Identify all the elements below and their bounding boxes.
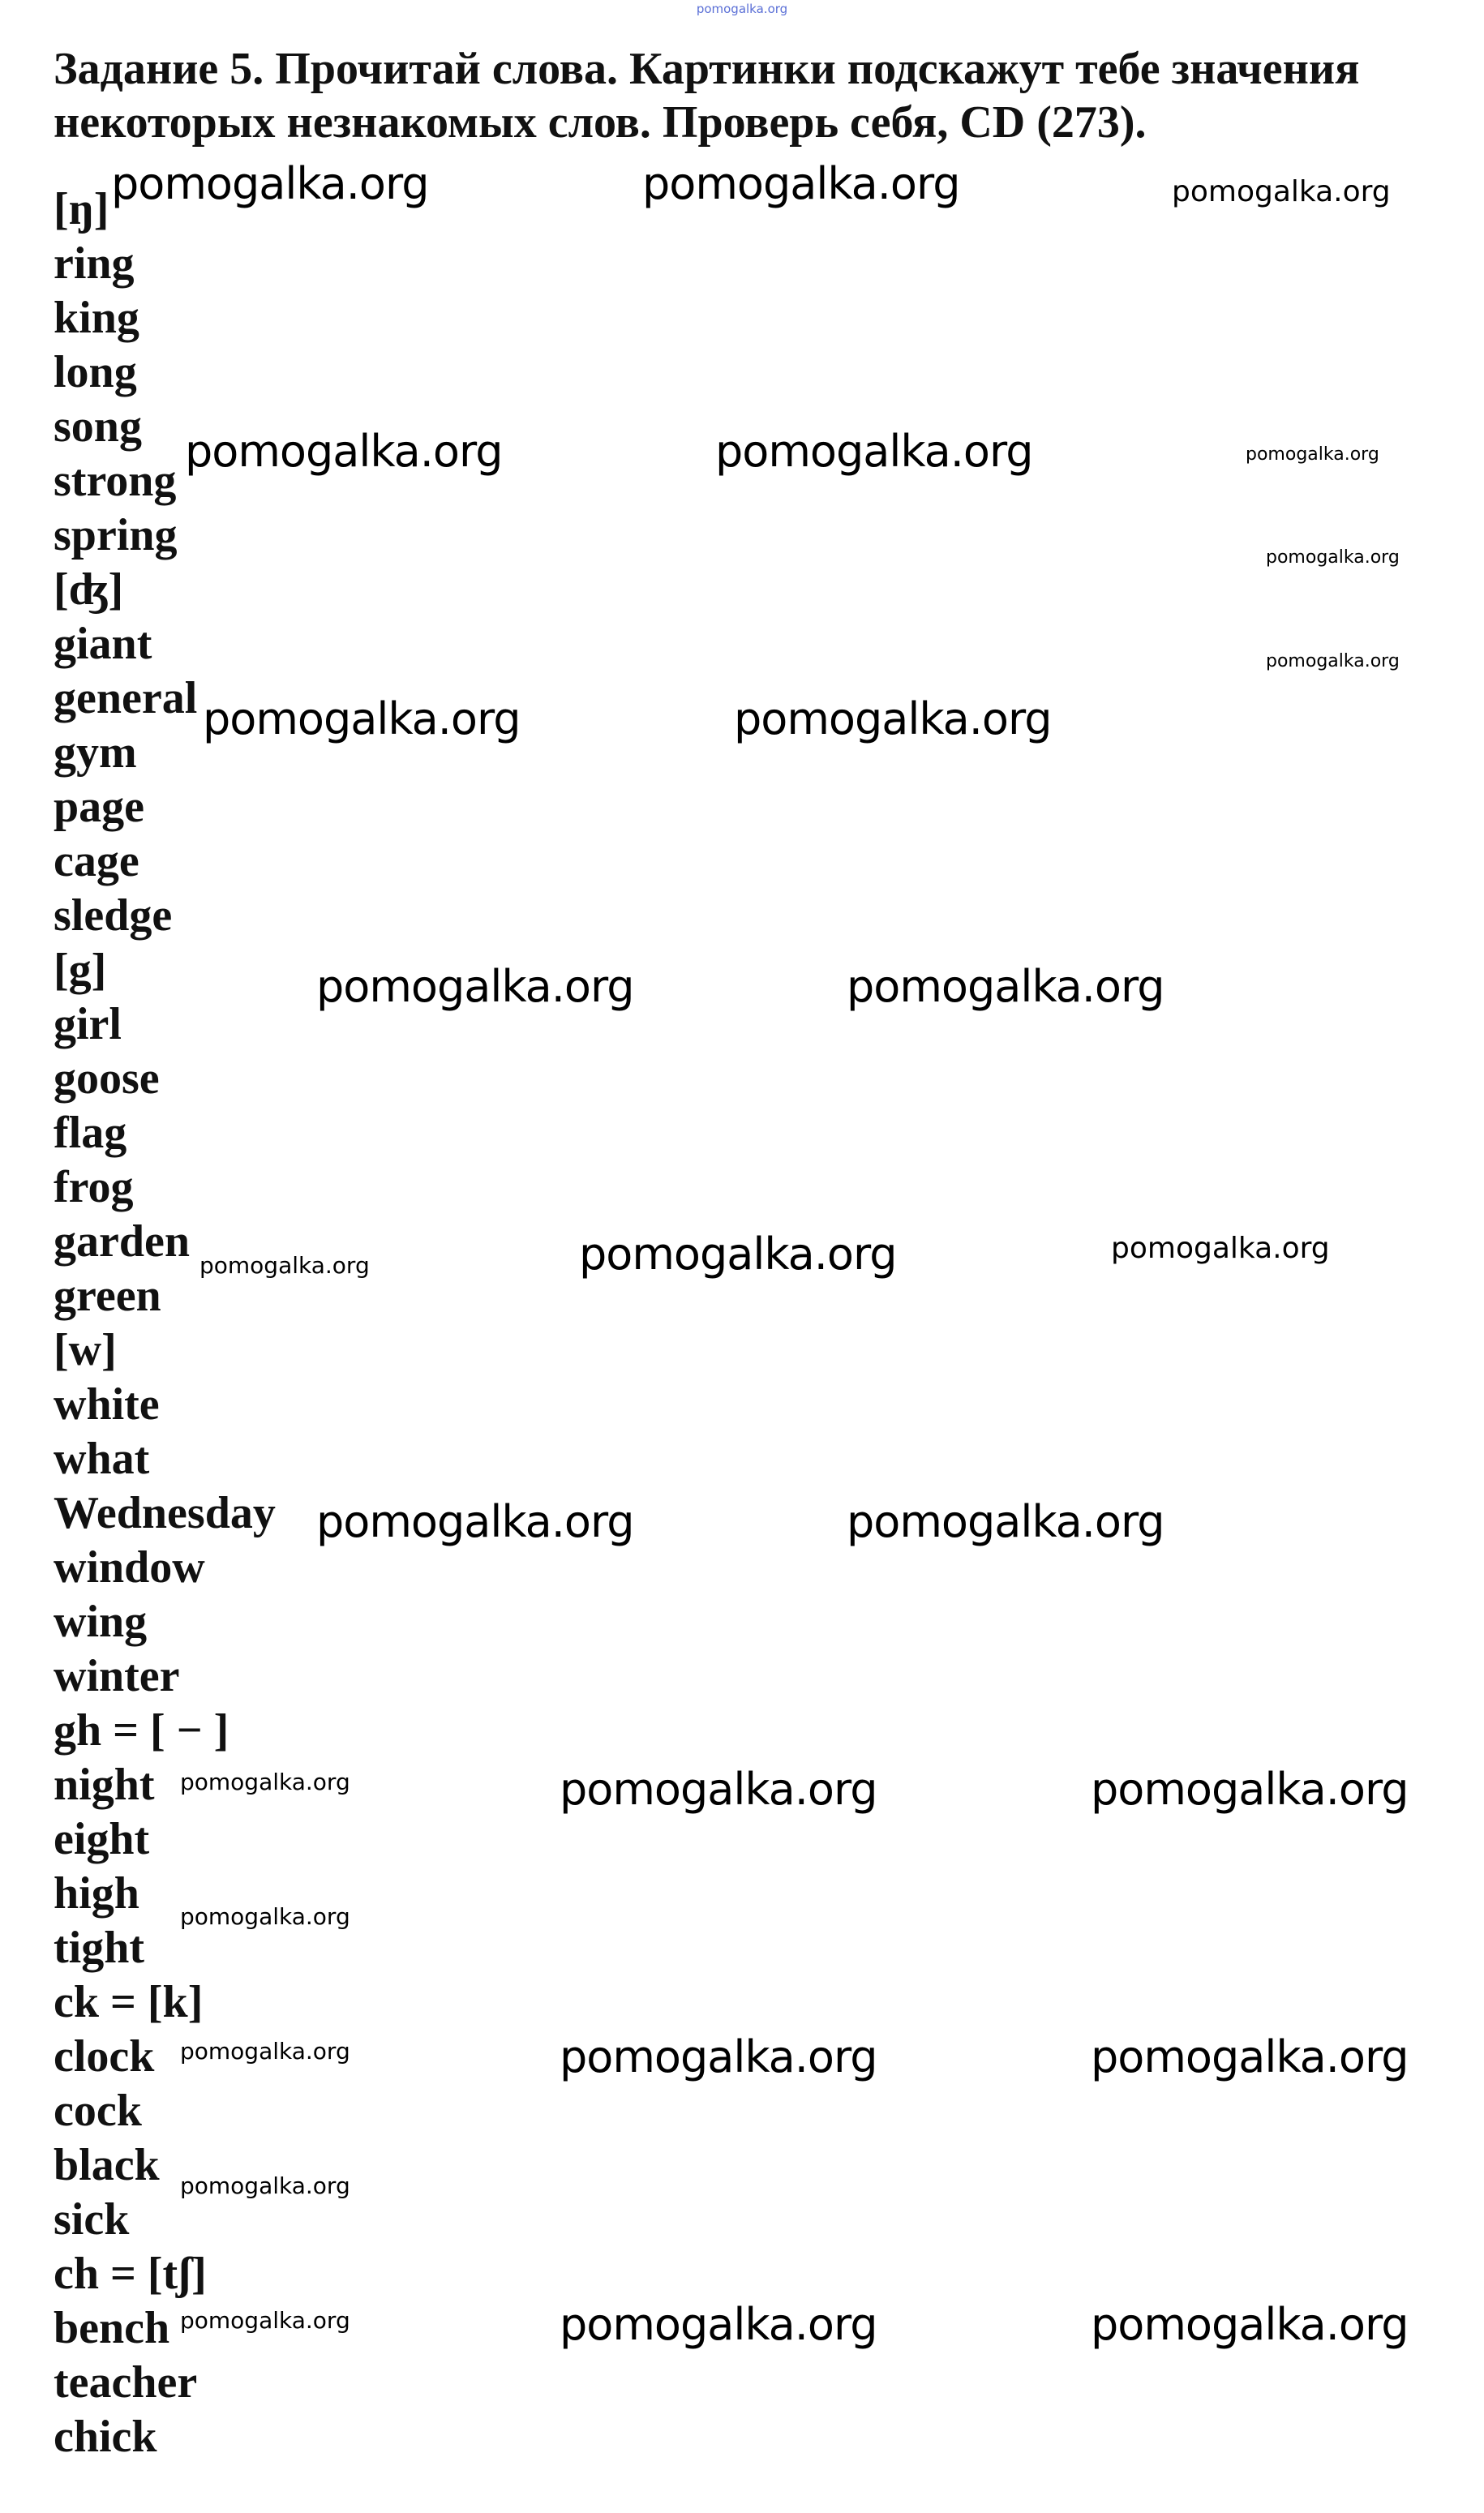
list-item: gym [54,727,137,778]
watermark: pomogalka.org [1111,1232,1330,1265]
list-item: [ŋ] [54,184,109,234]
list-item: chick [54,2412,157,2462]
list-item: high [54,1868,139,1919]
list-item: eight [54,1814,150,1864]
watermark: pomogalka.org [560,2031,877,2082]
watermark: pomogalka.org [1091,2299,1409,2350]
list-item: cock [54,2086,142,2136]
watermark: pomogalka.org [642,158,960,209]
watermark: pomogalka.org [1172,175,1391,208]
list-item: song [54,401,142,452]
list-item: spring [54,510,178,560]
watermark: pomogalka.org [734,693,1052,744]
watermark: pomogalka.org [180,1903,350,1930]
list-item: night [54,1760,155,1810]
watermark: pomogalka.org [847,961,1164,1012]
watermark: pomogalka.org [180,2172,350,2199]
watermark: pomogalka.org [1266,651,1400,671]
watermark: pomogalka.org [1091,1764,1409,1815]
watermark: pomogalka.org [1266,547,1400,568]
list-item: gh = [ − ] [54,1705,229,1756]
list-item: bench [54,2303,170,2353]
watermark: pomogalka.org [316,1496,634,1547]
list-item: ring [54,238,135,289]
watermark: pomogalka.org [203,693,521,744]
list-item: teacher [54,2357,198,2408]
list-item: wing [54,1597,148,1647]
list-item: page [54,782,144,832]
watermark: pomogalka.org [715,426,1033,477]
list-item: flag [54,1108,127,1158]
watermark: pomogalka.org [560,2299,877,2350]
word-list [54,182,276,2464]
list-item: black [54,2140,160,2190]
watermark: pomogalka.org [185,426,503,477]
list-item: winter [54,1651,180,1701]
list-item: cage [54,836,139,886]
watermark: pomogalka.org [579,1229,897,1280]
list-item: garden [54,1216,190,1267]
list-item: girl [54,999,122,1049]
list-item: green [54,1271,161,1321]
watermark: pomogalka.org [316,961,634,1012]
list-item: king [54,293,139,343]
watermark: pomogalka.org [180,1769,350,1795]
list-item: sick [54,2194,130,2245]
watermark: pomogalka.org [180,2038,350,2065]
list-item: ck = [k] [54,1977,204,2027]
list-item: what [54,1434,150,1484]
list-item: goose [54,1053,160,1104]
list-item: [g] [54,945,107,995]
watermark: pomogalka.org [1091,2031,1409,2082]
watermark: pomogalka.org [180,2307,350,2334]
task-title: Задание 5. Прочитай слова. Картинки подскажут тебе значения некоторых незнакомых слов. Проверь себя, CD (273). [54,44,1360,148]
watermark: pomogalka.org [111,158,429,209]
list-item: tight [54,1923,144,1973]
list-item: sledge [54,890,173,941]
list-item: long [54,347,137,397]
list-item: strong [54,456,177,506]
watermark: pomogalka.org [1246,444,1379,465]
watermark: pomogalka.org [199,1252,370,1279]
list-item: window [54,1542,205,1593]
source-tag: pomogalka.org [696,2,788,16]
list-item: white [54,1379,160,1430]
list-item: Wednesday [54,1488,276,1538]
list-item: frog [54,1162,134,1212]
list-item: giant [54,619,152,669]
watermark: pomogalka.org [847,1496,1164,1547]
list-item: [ʤ] [54,564,124,615]
list-item: ch = [tʃ] [54,2249,207,2299]
list-item: general [54,673,198,723]
watermark: pomogalka.org [560,1764,877,1815]
list-item: clock [54,2031,155,2082]
list-item: [w] [54,1325,117,1375]
